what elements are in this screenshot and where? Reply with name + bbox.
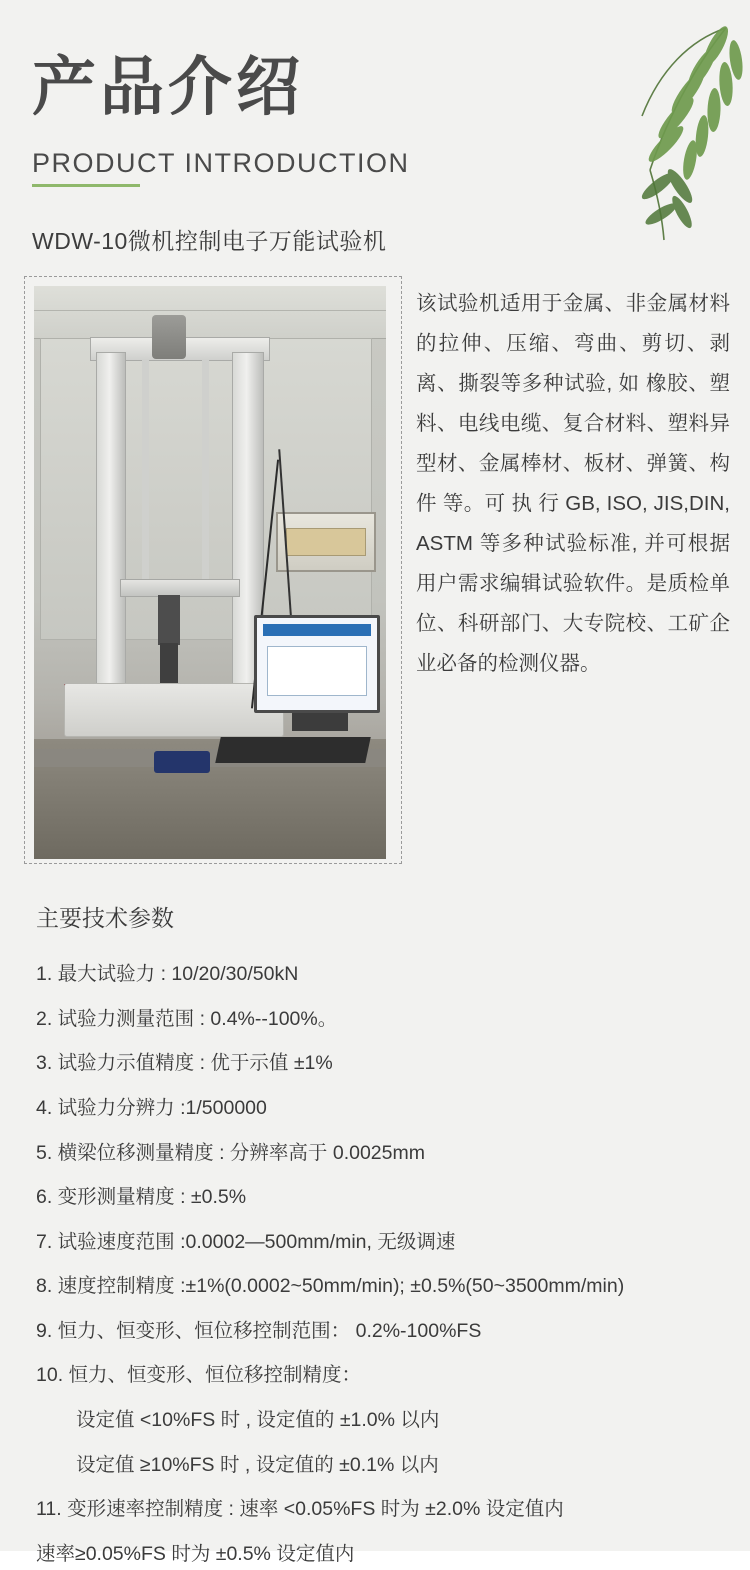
machine-grip-upper	[158, 595, 180, 645]
machine-rod-right	[202, 359, 209, 581]
spec-item: 9. 恒力、恒变形、恒位移控制范围： 0.2%-100%FS	[36, 1319, 482, 1342]
machine-column-left	[96, 352, 126, 684]
title-underline	[32, 184, 140, 187]
spec-item-continuation: 速率≥0.05%FS 时为 ±0.5% 设定值内	[36, 1542, 355, 1565]
photo-controller-box	[154, 751, 210, 773]
spec-item: 6. 变形测量精度 : ±0.5%	[36, 1186, 247, 1209]
spec-item: 7. 试验速度范围 :0.0002—500mm/min, 无级调速	[36, 1230, 456, 1253]
product-overview-row	[0, 276, 750, 864]
spec-item: 4. 试验力分辨力 :1/500000	[36, 1096, 267, 1119]
page-title-cn: 产品介绍	[32, 51, 304, 125]
spec-item: 5. 横梁位移测量精度 : 分辨率高于 0.0025mm	[36, 1141, 425, 1164]
page-title-en-text: PRODUCT INTRODUCTION	[32, 148, 410, 179]
product-description: 该试验机适用于金属、非金属材料的拉伸、压缩、弯曲、剪切、剥离、撕裂等多种试验, 如 橡胶、塑料、电线电缆、复合材料、塑料异型材、金属棒材、板材、弹簧、构 件 等。可 执 行 GB, ISO, JIS,DIN, ASTM 等多种试验标准, 并可根据用户需求编辑试验软件。是质检单位、科研部门、大专院校、工矿企业必备的检测仪器。	[416, 292, 730, 675]
machine-grip-lower	[160, 643, 178, 683]
machine-rod-left	[142, 359, 149, 581]
spec-item: 2. 试验力测量范围 : 0.4%--100%。	[36, 1007, 338, 1030]
photo-computer-monitor	[254, 615, 380, 713]
specifications-title: 主要技术参数	[36, 905, 174, 932]
product-photo-frame	[24, 276, 402, 864]
spec-sub-item: 设定值 <10%FS 时 , 设定值的 ±1.0% 以内	[76, 1408, 440, 1431]
spec-sub-item: 设定值 ≥10%FS 时 , 设定值的 ±0.1% 以内	[76, 1453, 439, 1476]
photo-ceiling	[34, 286, 386, 339]
spec-item: 8. 速度控制精度 :±1%(0.0002~50mm/min); ±0.5%(50~3500mm/min)	[36, 1275, 625, 1298]
spec-item: 1. 最大试验力 : 10/20/30/50kN	[36, 963, 299, 986]
page-header	[0, 0, 750, 189]
product-name: WDW-10微机控制电子万能试验机	[32, 228, 387, 255]
spec-item: 11. 变形速率控制精度 : 速率 <0.05%FS 时为 ±2.0% 设定值内	[36, 1498, 564, 1521]
photo-wall-meter	[276, 512, 376, 572]
machine-motor	[152, 315, 186, 359]
photo-monitor-stand	[292, 713, 348, 731]
machine-crosshead	[120, 579, 240, 597]
page-title-en	[32, 148, 410, 189]
product-photo	[34, 286, 386, 859]
machine-base	[64, 683, 284, 737]
specifications-section	[0, 900, 750, 1570]
spec-item: 10. 恒力、恒变形、恒位移控制精度：	[36, 1364, 362, 1387]
spec-item: 3. 试验力示值精度 : 优于示值 ±1%	[36, 1052, 333, 1075]
photo-keyboard	[215, 737, 371, 763]
